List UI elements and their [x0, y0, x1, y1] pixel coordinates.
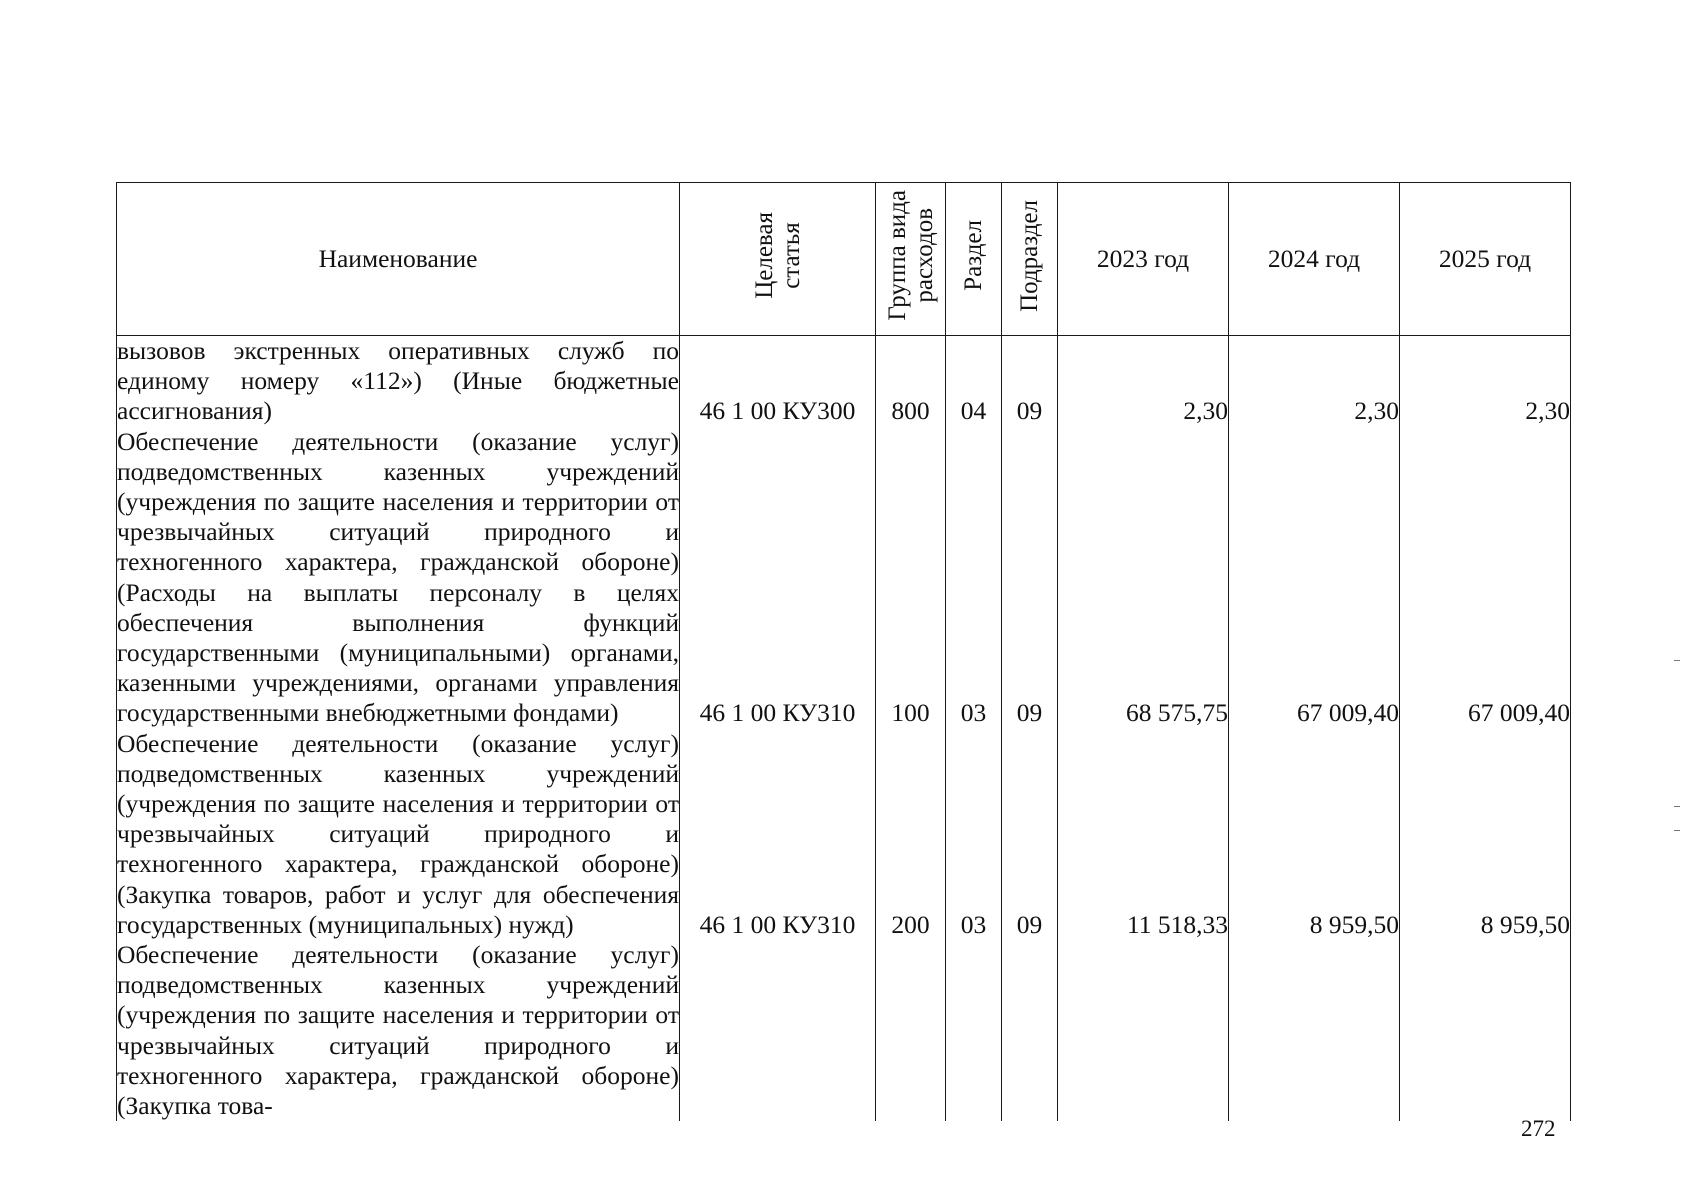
page-number: 272 — [1521, 1116, 1556, 1141]
row-name: Обеспечение деятельности (оказание услуг) подведомственных казенных учреждений (учреждения по защите населения и территории от чрезвычайных ситуаций природного и техногенного характера, гражданской обороне) (Закупка това- — [117, 940, 679, 1121]
row-value-2024: 67 009,40 — [1229, 427, 1400, 729]
row-value-2023: 2,30 — [1058, 336, 1229, 427]
header-2025-label: 2025 год — [1438, 244, 1532, 273]
row-subsection: 09 — [1002, 729, 1058, 940]
row-expense-group: 800 — [876, 336, 946, 427]
header-2025 — [1400, 183, 1571, 336]
header-subsection — [1002, 183, 1058, 336]
budget-table — [116, 182, 1571, 1121]
header-2023-label: 2023 год — [1096, 244, 1190, 273]
header-2024 — [1229, 183, 1400, 336]
row-value-2023: 68 575,75 — [1058, 427, 1229, 729]
header-name — [117, 183, 680, 336]
header-2024-label: 2024 год — [1267, 244, 1361, 273]
header-target-article-label: Целевая статья — [750, 212, 805, 299]
row-section: 03 — [946, 427, 1002, 729]
row-value-2024 — [1229, 940, 1400, 1121]
row-value-2023: 11 518,33 — [1058, 729, 1229, 940]
row-subsection — [1002, 940, 1058, 1121]
row-value-2025: 8 959,50 — [1400, 729, 1571, 940]
row-value-2025 — [1400, 940, 1571, 1121]
row-expense-group: 200 — [876, 729, 946, 940]
row-name: Обеспечение деятельности (оказание услуг) подведомственных казенных учреждений (учреждения по защите населения и территории от чрезвычайных ситуаций природного и техногенного характера, гражданской обороне) (Закупка товаров, работ и услуг для обеспечения государственных (муниципальных) нужд) — [117, 728, 679, 939]
row-section — [946, 940, 1002, 1121]
table-row — [117, 940, 1571, 1121]
row-section: 04 — [946, 336, 1002, 427]
header-section — [946, 183, 1002, 336]
table-header-row — [117, 183, 1571, 336]
margin-mark — [1674, 806, 1680, 807]
table-row — [117, 427, 1571, 729]
row-subsection: 09 — [1002, 427, 1058, 729]
margin-mark — [1674, 660, 1680, 661]
row-expense-group — [876, 940, 946, 1121]
table-row — [117, 729, 1571, 940]
margin-mark — [1674, 830, 1680, 831]
header-section-label: Раздел — [960, 220, 987, 291]
row-value-2024: 2,30 — [1229, 336, 1400, 427]
row-target-article: 46 1 00 КУ310 — [680, 427, 876, 729]
row-value-2025: 67 009,40 — [1400, 427, 1571, 729]
header-target-article — [680, 183, 876, 336]
row-target-article: 46 1 00 КУ310 — [680, 729, 876, 940]
table-row — [117, 336, 1571, 427]
header-subsection-label: Подраздел — [1016, 199, 1043, 312]
header-expense-group-label: Группа вида расходов — [883, 190, 938, 321]
header-expense-group — [876, 183, 946, 336]
row-target-article — [680, 940, 876, 1121]
header-2023 — [1058, 183, 1229, 336]
row-target-article: 46 1 00 КУ300 — [680, 336, 876, 427]
row-value-2023 — [1058, 940, 1229, 1121]
row-name: вызовов экстренных оперативных служб по единому номеру «112») (Иные бюджетные ассигнования) — [117, 336, 679, 426]
row-section: 03 — [946, 729, 1002, 940]
row-value-2025: 2,30 — [1400, 336, 1571, 427]
row-expense-group: 100 — [876, 427, 946, 729]
header-name-label: Наименование — [318, 244, 478, 273]
row-name: Обеспечение деятельности (оказание услуг) подведомственных казенных учреждений (учреждения по защите населения и территории от чрезвычайных ситуаций природного и техногенного характера, гражданской обороне) (Расходы на выплаты персоналу в целях обеспечения выполнения функций государственными (муниципальными) органами, казенными учреждениями, органами управления государственными внебюджетными фондами) — [117, 426, 679, 728]
row-value-2024: 8 959,50 — [1229, 729, 1400, 940]
row-subsection: 09 — [1002, 336, 1058, 427]
